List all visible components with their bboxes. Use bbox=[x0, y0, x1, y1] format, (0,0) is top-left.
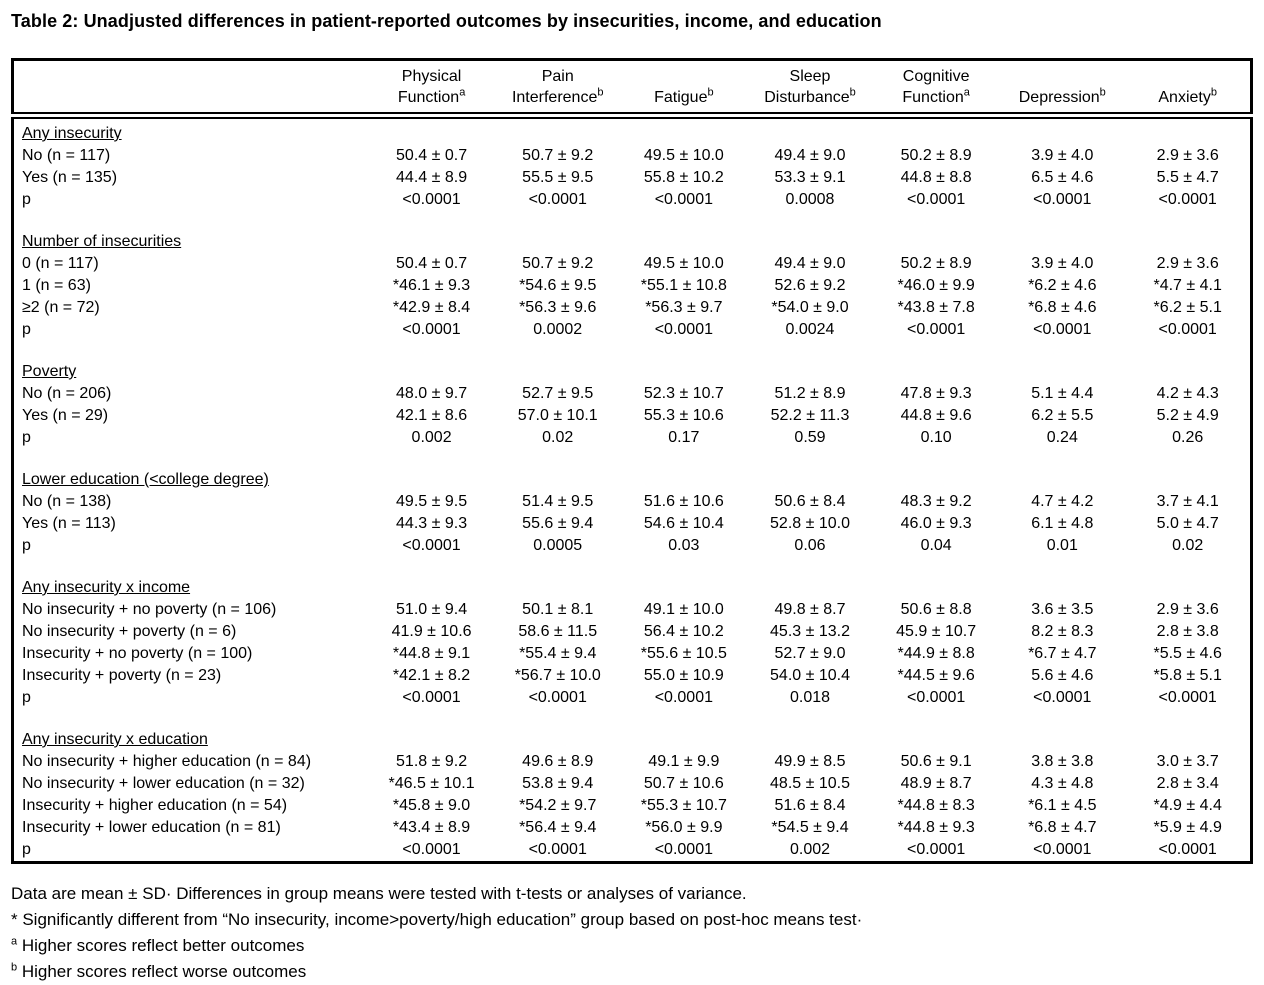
column-header: Anxiety$^b$ bbox=[1125, 60, 1251, 116]
cell-value: <0.0001 bbox=[402, 191, 461, 208]
cell-value: 45.3 ± 13.2 bbox=[770, 623, 850, 640]
header-superscript: b bbox=[1210, 86, 1217, 99]
cell-value: 0.59 bbox=[794, 429, 826, 446]
row-label: ≥2 (n = 72) bbox=[22, 299, 100, 316]
header-superscript: b bbox=[707, 86, 714, 99]
cell-value: *6.8 ± 4.6 bbox=[1028, 299, 1097, 316]
cell-value: 54.6 ± 10.4 bbox=[643, 515, 724, 532]
cell-value: 50.7 ± 9.2 bbox=[522, 147, 594, 164]
header-superscript: a bbox=[459, 86, 466, 99]
cell-value: <0.0001 bbox=[654, 321, 713, 338]
cell-value: 3.9 ± 4.0 bbox=[1031, 147, 1094, 164]
cell-value: <0.0001 bbox=[1033, 321, 1092, 338]
cell-value: 44.4 ± 8.9 bbox=[396, 169, 468, 186]
table-row bbox=[13, 319, 1252, 341]
table-row bbox=[13, 773, 1252, 795]
column-header: Cognitive Function$^a$ bbox=[873, 60, 999, 116]
cell-value: 49.1 ± 10.0 bbox=[643, 601, 724, 618]
row-label: Insecurity + lower education (n = 81) bbox=[22, 819, 281, 836]
section-heading-row bbox=[13, 357, 1252, 383]
cell-value: *4.9 ± 4.4 bbox=[1153, 797, 1222, 814]
cell-value: 50.4 ± 0.7 bbox=[396, 255, 468, 272]
cell-value: <0.0001 bbox=[402, 689, 461, 706]
section-heading-cell bbox=[13, 573, 1252, 599]
cell-value: 51.6 ± 8.4 bbox=[774, 797, 846, 814]
row-label: No insecurity + lower education (n = 32) bbox=[22, 775, 305, 792]
row-label: No insecurity + higher education (n = 84) bbox=[22, 753, 312, 770]
cell-value: *44.8 ± 9.1 bbox=[392, 645, 471, 662]
cell-value: 0.17 bbox=[668, 429, 700, 446]
section-heading-cell bbox=[13, 227, 1252, 253]
column-header: Depression$^b$ bbox=[999, 60, 1125, 116]
table-row bbox=[13, 621, 1252, 643]
cell-value: 4.7 ± 4.2 bbox=[1031, 493, 1094, 510]
row-label: Yes (n = 29) bbox=[22, 407, 109, 424]
cell-value: 47.8 ± 9.3 bbox=[900, 385, 972, 402]
cell-value: *46.0 ± 9.9 bbox=[897, 277, 975, 294]
spacer-row bbox=[13, 449, 1252, 465]
cell-value: 0.0008 bbox=[785, 191, 835, 208]
cell-value: *42.9 ± 8.4 bbox=[392, 299, 471, 316]
section-heading-cell bbox=[13, 357, 1252, 383]
cell-value: 3.6 ± 3.5 bbox=[1031, 601, 1094, 618]
cell-value: 52.3 ± 10.7 bbox=[643, 385, 724, 402]
cell-value: 2.8 ± 3.8 bbox=[1156, 623, 1219, 640]
table-row bbox=[13, 383, 1252, 405]
section-heading-label: Poverty bbox=[22, 363, 77, 380]
cell-value: 49.8 ± 8.7 bbox=[774, 601, 846, 618]
row-label: p bbox=[22, 429, 31, 446]
cell-value: <0.0001 bbox=[654, 191, 713, 208]
cell-value: 44.3 ± 9.3 bbox=[396, 515, 468, 532]
cell-value: 0.01 bbox=[1046, 537, 1078, 554]
table-row bbox=[13, 297, 1252, 319]
cell-value: 52.8 ± 10.0 bbox=[770, 515, 850, 532]
spacer-row bbox=[13, 557, 1252, 573]
row-label: No (n = 138) bbox=[22, 493, 112, 510]
section-heading-cell bbox=[13, 465, 1252, 491]
cell-value: 50.4 ± 0.7 bbox=[396, 147, 468, 164]
table-row bbox=[13, 145, 1252, 167]
cell-value: <0.0001 bbox=[402, 537, 461, 554]
spacer-row bbox=[13, 211, 1252, 227]
row-label: p bbox=[22, 689, 31, 706]
header-superscript: b bbox=[1099, 86, 1106, 99]
cell-value: 6.1 ± 4.8 bbox=[1031, 515, 1094, 532]
cell-value: 44.8 ± 9.6 bbox=[900, 407, 972, 424]
section-heading-label: Number of insecurities bbox=[22, 233, 182, 250]
row-label: p bbox=[22, 321, 31, 338]
column-header: Pain Interference$^b$ bbox=[495, 60, 621, 116]
cell-value: 50.7 ± 9.2 bbox=[522, 255, 594, 272]
footnote: * Significantly different from “No insecurity, income>poverty/high education” group based on post-hoc means test· bbox=[11, 910, 863, 929]
section-heading-row bbox=[13, 465, 1252, 491]
row-label: p bbox=[22, 841, 31, 858]
row-label: 0 (n = 117) bbox=[22, 255, 99, 272]
cell-value: *43.4 ± 8.9 bbox=[392, 819, 471, 836]
cell-value: <0.0001 bbox=[906, 191, 966, 208]
cell-value: 52.6 ± 9.2 bbox=[774, 277, 846, 294]
table-row bbox=[13, 513, 1252, 535]
cell-value: <0.0001 bbox=[1158, 191, 1217, 208]
cell-value: 0.002 bbox=[789, 841, 831, 858]
cell-value: *43.8 ± 7.8 bbox=[897, 299, 975, 316]
cell-value: <0.0001 bbox=[1158, 689, 1217, 706]
table-row bbox=[13, 275, 1252, 297]
row-label: No (n = 117) bbox=[22, 147, 111, 164]
header-superscript: b bbox=[597, 86, 604, 99]
cell-value: 0.26 bbox=[1172, 429, 1204, 446]
cell-value: 0.02 bbox=[1172, 537, 1204, 554]
cell-value: *6.1 ± 4.5 bbox=[1028, 797, 1097, 814]
cell-value: 2.9 ± 3.6 bbox=[1156, 147, 1219, 164]
spacer-row bbox=[13, 709, 1252, 725]
cell-value: 0.24 bbox=[1046, 429, 1078, 446]
cell-value: *5.5 ± 4.6 bbox=[1153, 645, 1222, 662]
table-row bbox=[13, 665, 1252, 687]
cell-value: <0.0001 bbox=[402, 321, 461, 338]
cell-value: 50.2 ± 8.9 bbox=[900, 255, 972, 272]
cell-value: 52.7 ± 9.5 bbox=[522, 385, 594, 402]
cell-value: 53.8 ± 9.4 bbox=[522, 775, 594, 792]
cell-value: *55.4 ± 9.4 bbox=[519, 645, 597, 662]
footnote-superscript: b bbox=[11, 961, 18, 974]
table-row bbox=[13, 427, 1252, 449]
cell-value: 55.5 ± 9.5 bbox=[522, 169, 594, 186]
cell-value: 0.03 bbox=[668, 537, 700, 554]
table-row bbox=[13, 189, 1252, 211]
cell-value: *56.3 ± 9.7 bbox=[645, 299, 723, 316]
row-label: No insecurity + poverty (n = 6) bbox=[22, 623, 237, 640]
column-header: Sleep Disturbance$^b$ bbox=[747, 60, 873, 116]
cell-value: 49.9 ± 8.5 bbox=[774, 753, 846, 770]
row-label-header bbox=[13, 60, 369, 116]
cell-value: <0.0001 bbox=[1033, 841, 1092, 858]
row-label: p bbox=[22, 537, 31, 554]
cell-value: 50.6 ± 9.1 bbox=[900, 753, 972, 770]
section-heading-label: Any insecurity x education bbox=[22, 731, 208, 748]
cell-value: 49.1 ± 9.9 bbox=[648, 753, 720, 770]
cell-value: 4.3 ± 4.8 bbox=[1031, 775, 1094, 792]
row-label: p bbox=[22, 191, 31, 208]
cell-value: 54.0 ± 10.4 bbox=[770, 667, 850, 684]
cell-value: 52.7 ± 9.0 bbox=[774, 645, 846, 662]
cell-value: *42.1 ± 8.2 bbox=[392, 667, 471, 684]
row-label: 1 (n = 63) bbox=[22, 277, 91, 294]
table-row bbox=[13, 599, 1252, 621]
cell-value: 52.2 ± 11.3 bbox=[770, 407, 850, 424]
footnote: $^b$ Higher scores reflect worse outcomes bbox=[11, 961, 307, 981]
cell-value: 50.7 ± 10.6 bbox=[643, 775, 724, 792]
cell-value: <0.0001 bbox=[1158, 841, 1217, 858]
cell-value: *55.6 ± 10.5 bbox=[640, 645, 727, 662]
cell-value: *6.8 ± 4.7 bbox=[1028, 819, 1097, 836]
cell-value: 0.0024 bbox=[785, 321, 835, 338]
cell-value: *6.2 ± 4.6 bbox=[1028, 277, 1097, 294]
column-header: Physical Function$^a$ bbox=[369, 60, 495, 116]
footnotes bbox=[11, 881, 1253, 985]
cell-value: *46.1 ± 9.3 bbox=[392, 277, 471, 294]
spacer-row bbox=[13, 341, 1252, 357]
cell-value: 51.2 ± 8.9 bbox=[774, 385, 846, 402]
cell-value: 5.1 ± 4.4 bbox=[1031, 385, 1094, 402]
cell-value: 58.6 ± 11.5 bbox=[518, 623, 598, 640]
cell-value: *44.9 ± 8.8 bbox=[897, 645, 975, 662]
cell-value: 41.9 ± 10.6 bbox=[391, 623, 472, 640]
table-row bbox=[13, 795, 1252, 817]
cell-value: *4.7 ± 4.1 bbox=[1153, 277, 1222, 294]
cell-value: <0.0001 bbox=[402, 841, 461, 858]
cell-value: 2.9 ± 3.6 bbox=[1156, 601, 1219, 618]
cell-value: *55.1 ± 10.8 bbox=[640, 277, 727, 294]
cell-value: *44.8 ± 8.3 bbox=[897, 797, 975, 814]
cell-value: <0.0001 bbox=[1158, 321, 1217, 338]
cell-value: *45.8 ± 9.0 bbox=[392, 797, 471, 814]
table-title: Table 2: Unadjusted differences in patient-reported outcomes by insecurities, income, and education bbox=[11, 11, 882, 31]
section-heading-row bbox=[13, 725, 1252, 751]
cell-value: 55.8 ± 10.2 bbox=[643, 169, 724, 186]
row-label: Insecurity + no poverty (n = 100) bbox=[22, 645, 253, 662]
cell-value: 6.5 ± 4.6 bbox=[1031, 169, 1094, 186]
column-header: Fatigue$^b$ bbox=[621, 60, 747, 116]
cell-value: 48.0 ± 9.7 bbox=[396, 385, 468, 402]
cell-value: <0.0001 bbox=[906, 841, 966, 858]
footnote-superscript: a bbox=[11, 935, 18, 948]
cell-value: 3.0 ± 3.7 bbox=[1156, 753, 1219, 770]
cell-value: *54.6 ± 9.5 bbox=[519, 277, 597, 294]
cell-value: <0.0001 bbox=[1033, 689, 1092, 706]
cell-value: <0.0001 bbox=[528, 841, 587, 858]
cell-value: 3.8 ± 3.8 bbox=[1031, 753, 1094, 770]
cell-value: 3.9 ± 4.0 bbox=[1031, 255, 1094, 272]
cell-value: 0.002 bbox=[411, 429, 452, 446]
cell-value: 48.5 ± 10.5 bbox=[770, 775, 850, 792]
row-label: Yes (n = 113) bbox=[22, 515, 116, 532]
cell-value: *54.5 ± 9.4 bbox=[771, 819, 849, 836]
cell-value: 45.9 ± 10.7 bbox=[896, 623, 977, 640]
section-heading-cell bbox=[13, 116, 1252, 146]
cell-value: 46.0 ± 9.3 bbox=[900, 515, 972, 532]
section-heading-cell bbox=[13, 725, 1252, 751]
cell-value: 0.06 bbox=[794, 537, 826, 554]
table-row bbox=[13, 491, 1252, 513]
cell-value: 48.9 ± 8.7 bbox=[900, 775, 972, 792]
cell-value: 50.6 ± 8.8 bbox=[900, 601, 972, 618]
cell-value: 2.8 ± 3.4 bbox=[1156, 775, 1219, 792]
cell-value: 42.1 ± 8.6 bbox=[396, 407, 468, 424]
cell-value: *6.2 ± 5.1 bbox=[1153, 299, 1222, 316]
cell-value: 53.3 ± 9.1 bbox=[774, 169, 846, 186]
cell-value: 8.2 ± 8.3 bbox=[1031, 623, 1094, 640]
cell-value: 55.6 ± 9.4 bbox=[522, 515, 594, 532]
cell-value: 51.8 ± 9.2 bbox=[396, 753, 468, 770]
cell-value: 55.0 ± 10.9 bbox=[643, 667, 724, 684]
cell-value: 5.2 ± 4.9 bbox=[1156, 407, 1219, 424]
cell-value: 4.2 ± 4.3 bbox=[1156, 385, 1219, 402]
table-row bbox=[13, 687, 1252, 709]
cell-value: <0.0001 bbox=[654, 841, 713, 858]
cell-value: *44.5 ± 9.6 bbox=[897, 667, 975, 684]
cell-value: 49.5 ± 10.0 bbox=[643, 255, 724, 272]
cell-value: 0.0002 bbox=[533, 321, 583, 338]
section-heading-row bbox=[13, 573, 1252, 599]
section-heading-row bbox=[13, 227, 1252, 253]
cell-value: *54.2 ± 9.7 bbox=[519, 797, 597, 814]
cell-value: <0.0001 bbox=[528, 689, 587, 706]
table-row bbox=[13, 535, 1252, 557]
cell-value: 49.6 ± 8.9 bbox=[522, 753, 594, 770]
cell-value: 0.0005 bbox=[533, 537, 583, 554]
cell-value: 5.5 ± 4.7 bbox=[1156, 169, 1219, 186]
row-label: Insecurity + poverty (n = 23) bbox=[22, 667, 222, 684]
cell-value: *55.3 ± 10.7 bbox=[640, 797, 727, 814]
cell-value: 5.0 ± 4.7 bbox=[1156, 515, 1219, 532]
cell-value: *54.0 ± 9.0 bbox=[771, 299, 849, 316]
section-heading-label: Lower education (<college degree) bbox=[22, 471, 269, 488]
cell-value: 49.4 ± 9.0 bbox=[774, 255, 846, 272]
row-label: No (n = 206) bbox=[22, 385, 112, 402]
cell-value: 49.4 ± 9.0 bbox=[774, 147, 846, 164]
table-row bbox=[13, 405, 1252, 427]
cell-value: 44.8 ± 8.8 bbox=[900, 169, 972, 186]
header-superscript: b bbox=[849, 86, 856, 99]
cell-value: 6.2 ± 5.5 bbox=[1031, 407, 1094, 424]
cell-value: 50.6 ± 8.4 bbox=[774, 493, 846, 510]
cell-value: 51.4 ± 9.5 bbox=[522, 493, 594, 510]
cell-value: 0.02 bbox=[542, 429, 574, 446]
section-heading-row bbox=[13, 116, 1252, 146]
footnote: Data are mean ± SD· Differences in group means were tested with t-tests or analyses of variance. bbox=[11, 884, 747, 903]
cell-value: 51.6 ± 10.6 bbox=[643, 493, 724, 510]
cell-value: *46.5 ± 10.1 bbox=[388, 775, 475, 792]
cell-value: 50.1 ± 8.1 bbox=[522, 601, 594, 618]
cell-value: <0.0001 bbox=[906, 321, 966, 338]
outcomes-table bbox=[11, 58, 1253, 864]
table-row bbox=[13, 253, 1252, 275]
cell-value: *56.0 ± 9.9 bbox=[645, 819, 723, 836]
table-row bbox=[13, 643, 1252, 665]
cell-value: *44.8 ± 9.3 bbox=[897, 819, 975, 836]
cell-value: 48.3 ± 9.2 bbox=[900, 493, 972, 510]
table-row bbox=[13, 817, 1252, 839]
table-row bbox=[13, 167, 1252, 189]
cell-value: 51.0 ± 9.4 bbox=[396, 601, 468, 618]
footnote: $^a$ Higher scores reflect better outcomes bbox=[11, 935, 305, 955]
section-heading-label: Any insecurity x income bbox=[22, 579, 191, 596]
cell-value: 3.7 ± 4.1 bbox=[1156, 493, 1219, 510]
table-row bbox=[13, 839, 1252, 863]
cell-value: *56.7 ± 10.0 bbox=[514, 667, 601, 684]
cell-value: 0.04 bbox=[920, 537, 952, 554]
cell-value: 49.5 ± 10.0 bbox=[643, 147, 724, 164]
cell-value: 56.4 ± 10.2 bbox=[643, 623, 724, 640]
row-label: No insecurity + no poverty (n = 106) bbox=[22, 601, 277, 618]
cell-value: <0.0001 bbox=[654, 689, 713, 706]
cell-value: <0.0001 bbox=[528, 191, 587, 208]
cell-value: *56.4 ± 9.4 bbox=[519, 819, 597, 836]
header-superscript: a bbox=[963, 86, 970, 99]
section-heading-label: Any insecurity bbox=[22, 125, 122, 142]
table-header-row bbox=[13, 60, 1252, 116]
cell-value: *5.9 ± 4.9 bbox=[1153, 819, 1222, 836]
cell-value: *6.7 ± 4.7 bbox=[1028, 645, 1097, 662]
table-row bbox=[13, 751, 1252, 773]
cell-value: <0.0001 bbox=[906, 689, 966, 706]
cell-value: *5.8 ± 5.1 bbox=[1153, 667, 1222, 684]
cell-value: *56.3 ± 9.6 bbox=[519, 299, 597, 316]
cell-value: 2.9 ± 3.6 bbox=[1156, 255, 1219, 272]
cell-value: 0.018 bbox=[789, 689, 831, 706]
cell-value: 55.3 ± 10.6 bbox=[643, 407, 724, 424]
table-body bbox=[13, 116, 1252, 863]
cell-value: <0.0001 bbox=[1033, 191, 1092, 208]
row-label: Yes (n = 135) bbox=[22, 169, 118, 186]
cell-value: 49.5 ± 9.5 bbox=[396, 493, 468, 510]
cell-value: 0.10 bbox=[920, 429, 952, 446]
cell-value: 50.2 ± 8.9 bbox=[900, 147, 972, 164]
row-label: Insecurity + higher education (n = 54) bbox=[22, 797, 288, 814]
cell-value: 57.0 ± 10.1 bbox=[517, 407, 598, 424]
cell-value: 5.6 ± 4.6 bbox=[1031, 667, 1094, 684]
